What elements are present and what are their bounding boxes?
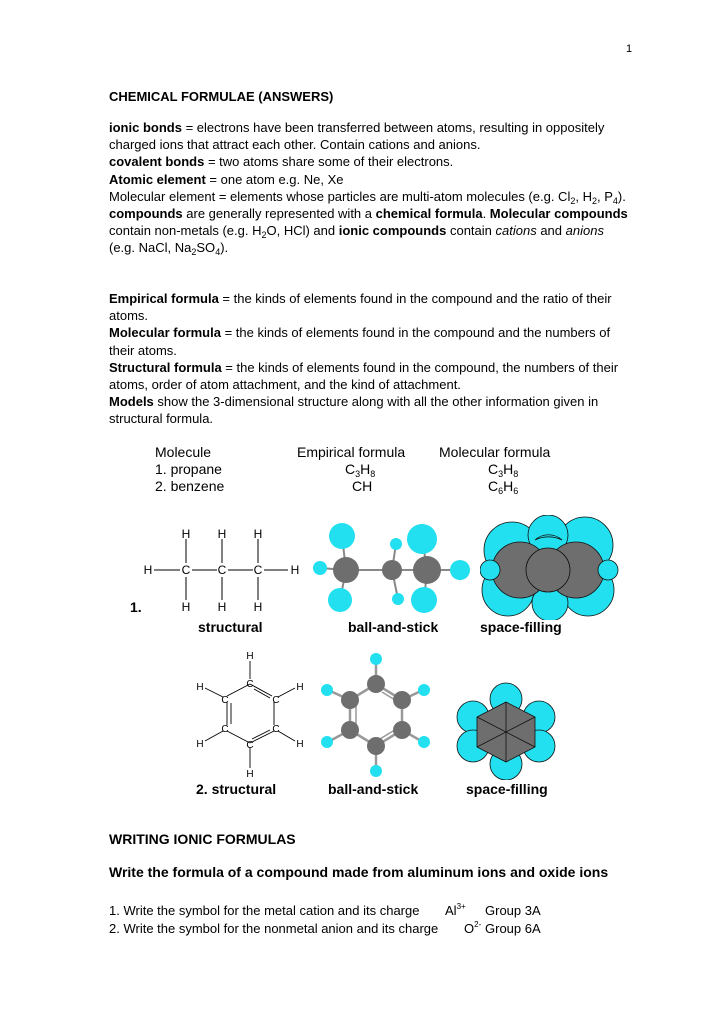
hydrogen-label: H	[181, 527, 191, 541]
hydrogen-label: H	[296, 682, 304, 693]
text-fragment: (e.g. NaCl, Na	[109, 240, 192, 256]
word-anions: anions	[565, 223, 604, 239]
models-definition	[109, 393, 629, 427]
word-cations: cations	[495, 223, 537, 239]
subscript: 4	[215, 247, 221, 258]
anion-charge: 2-	[474, 920, 482, 929]
carbon-label: C	[272, 724, 280, 735]
hydrogen-label: H	[253, 600, 263, 614]
molecular-element-definition	[109, 188, 629, 205]
carbon-label: C	[221, 695, 229, 706]
formula-part: C	[488, 461, 499, 477]
subscript: 2	[570, 195, 576, 206]
page-number: 1	[626, 43, 633, 55]
carbon-label: C	[246, 740, 254, 751]
carbon-label: C	[221, 724, 229, 735]
carbon-label: C	[246, 679, 254, 690]
text-models: show the 3-dimensional structure along with all the other information given in structural formula.	[109, 394, 599, 427]
propane-structural-diagram	[140, 523, 310, 615]
term-structural-formula: Structural formula	[109, 359, 222, 375]
cell-empirical-formula	[345, 461, 375, 478]
figure-1-number: 1.	[130, 599, 142, 615]
term-ionic-bonds: ionic bonds	[109, 120, 182, 135]
caption-structural: structural	[198, 619, 263, 635]
covalent-bonds-definition	[109, 153, 629, 170]
step-2-text: 2. Write the symbol for the nonmetal anion and its charge	[109, 921, 439, 936]
term-molecular-compounds: Molecular compounds	[489, 206, 628, 222]
term-chemical-formula: chemical formula	[375, 206, 483, 222]
cation-charge: 3+	[456, 902, 466, 911]
formula-part: H	[360, 461, 371, 477]
question-text: Write the formula of a compound made from aluminum ions and oxide ions	[109, 864, 609, 880]
subscript: 6	[513, 486, 519, 496]
anion-symbol: O	[464, 921, 475, 936]
table-header-row	[155, 444, 575, 461]
structural-formula-definition	[109, 359, 629, 393]
text-molecular-element: Molecular element = elements whose particles are multi-atom molecules (e.g. Cl	[109, 188, 571, 204]
term-atomic-element: Atomic element	[109, 171, 206, 187]
text-empirical-formula: = the kinds of elements found in the compound and the ratio of their atoms.	[109, 291, 612, 324]
text-ionic-bonds: = electrons have been transferred between atoms, resulting in oppositely charged ions that attract each other. Contain cations and anions.	[109, 120, 605, 153]
atomic-element-definition	[109, 171, 629, 188]
table-row	[155, 461, 575, 478]
page-title: CHEMICAL FORMULAE (ANSWERS)	[109, 89, 334, 104]
section-heading-writing-ionic-formulas: WRITING IONIC FORMULAS	[109, 831, 296, 847]
text-fragment: O, HCl) and	[266, 223, 339, 239]
molecular-formula-definition	[109, 324, 629, 358]
carbon-label: C	[272, 695, 280, 706]
benzene-structural-diagram	[190, 648, 310, 778]
subscript: 2	[591, 195, 597, 206]
subscript: 8	[513, 469, 519, 479]
empirical-formula-definition	[109, 290, 629, 324]
hydrogen-label: H	[196, 682, 204, 693]
table-row	[155, 478, 575, 495]
cell-molecule: 1. propane	[155, 461, 222, 477]
header-molecular-formula: Molecular formula	[439, 444, 551, 460]
formula-part: C	[345, 461, 356, 477]
text-fragment: SO	[196, 240, 216, 256]
hydrogen-label: H	[296, 739, 304, 750]
text-fragment: are generally represented with a	[182, 206, 376, 222]
term-covalent-bonds: covalent bonds	[109, 154, 205, 170]
subscript: 2	[191, 247, 197, 258]
cell-molecular-formula	[488, 461, 518, 478]
header-empirical-formula: Empirical formula	[297, 444, 406, 460]
term-models: Models	[109, 394, 154, 410]
hydrogen-label: H	[181, 600, 191, 614]
subscript: 3	[355, 469, 361, 479]
cell-molecule: 2. benzene	[155, 478, 225, 494]
formula-part: H	[503, 478, 514, 494]
caption-structural-2: 2. structural	[196, 781, 277, 797]
step-1	[109, 902, 541, 918]
step-2	[109, 920, 541, 936]
text-molecular-formula: = the kinds of elements found in the compound and the numbers of their atoms.	[109, 325, 611, 358]
ionic-bonds-definition	[109, 119, 629, 153]
molecule-formula-table	[155, 444, 575, 495]
caption-ball-and-stick: ball-and-stick	[348, 619, 439, 635]
text-fragment: ).	[617, 188, 626, 204]
term-molecular-formula: Molecular formula	[109, 325, 221, 341]
formula-types-section	[109, 290, 629, 428]
text-covalent-bonds: = two atoms share some of their electrons.	[204, 154, 454, 170]
formula-part: CH	[352, 478, 373, 494]
text-atomic-element: = one atom e.g. Ne, Xe	[205, 171, 344, 187]
subscript: 6	[498, 486, 504, 496]
hydrogen-label: H	[196, 739, 204, 750]
text-fragment: contain non-metals (e.g. H	[109, 223, 262, 239]
step-2-answer	[464, 921, 481, 936]
cation-symbol: Al	[445, 903, 457, 918]
text-fragment: , P	[597, 188, 613, 204]
step-1-group: Group 3A	[485, 903, 541, 918]
formula-part: C	[488, 478, 499, 494]
hydrogen-label: H	[143, 563, 153, 577]
carbon-label: C	[181, 563, 191, 577]
compounds-definition	[109, 205, 629, 257]
cell-molecular-formula	[488, 478, 518, 495]
term-ionic-compounds: ionic compounds	[338, 223, 447, 239]
benzene-ball-and-stick-model	[316, 650, 436, 778]
carbon-label: C	[253, 563, 263, 577]
text-fragment: .	[482, 206, 490, 222]
subscript: 3	[498, 469, 504, 479]
subscript: 2	[261, 230, 267, 241]
text-fragment: , H	[575, 188, 592, 204]
text-structural-formula: = the kinds of elements found in the compound, the numbers of their atoms, order of atom attachment, and the kind of attachment.	[109, 359, 619, 393]
text-fragment: ).	[220, 240, 229, 256]
text-fragment: and	[536, 223, 566, 239]
text-fragment: contain	[446, 223, 496, 239]
propane-space-filling-model	[480, 515, 620, 620]
header-molecule: Molecule	[155, 444, 212, 460]
cell-empirical-formula	[352, 478, 372, 495]
hydrogen-label: H	[253, 527, 263, 541]
step-1-text: 1. Write the symbol for the metal cation and its charge	[109, 903, 420, 918]
term-compounds: compounds	[109, 206, 183, 222]
formula-part: H	[503, 461, 514, 477]
hydrogen-label: H	[290, 563, 300, 577]
benzene-space-filling-model	[455, 682, 557, 780]
caption-space-filling-2: space-filling	[466, 781, 548, 797]
term-empirical-formula: Empirical formula	[109, 291, 219, 306]
subscript: 4	[612, 195, 618, 206]
caption-space-filling: space-filling	[480, 619, 562, 635]
caption-ball-and-stick-2: ball-and-stick	[328, 781, 419, 797]
step-1-answer	[445, 903, 466, 918]
definitions-section	[109, 119, 629, 257]
subscript: 8	[370, 469, 376, 479]
hydrogen-label: H	[217, 600, 227, 614]
hydrogen-label: H	[246, 651, 254, 662]
carbon-label: C	[217, 563, 227, 577]
step-2-group: Group 6A	[485, 921, 541, 936]
propane-ball-and-stick-model	[312, 522, 474, 614]
hydrogen-label: H	[217, 527, 227, 541]
hydrogen-label: H	[246, 769, 254, 778]
